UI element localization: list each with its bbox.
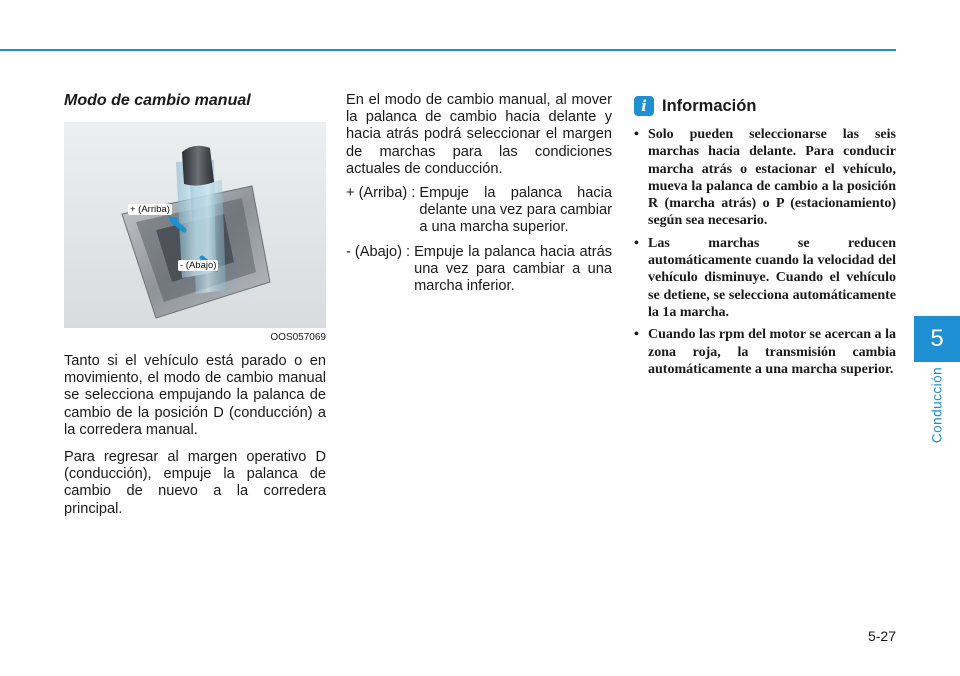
info-title: Información xyxy=(662,96,757,115)
section-title: Modo de cambio manual xyxy=(64,92,251,109)
column-middle xyxy=(346,92,612,302)
definition-item xyxy=(346,185,612,237)
gear-lever-illustration xyxy=(64,122,326,328)
list-item: • Las marchas se reducen automáticamente cuando la velocidad del vehículo disminuye. Cuando el vehículo se detiene, se selecciona automáticamente la 1a marcha. xyxy=(634,235,896,321)
figure-label-up: + (Arriba) xyxy=(130,204,170,215)
info-header xyxy=(634,96,896,116)
chapter-tab: 5 xyxy=(914,316,960,362)
definition-term: - (Abajo) : xyxy=(346,243,411,260)
figure-label-down: - (Abajo) xyxy=(180,260,217,271)
definition-description: Empuje la palanca hacia atrás una vez para cambiar a una marcha inferior. xyxy=(414,243,612,295)
definition-term: + (Arriba) : xyxy=(346,185,416,202)
list-item: • Solo pueden seleccionarse las seis marchas hacia delante. Para conducir marcha atrás o estacionar el vehículo, mueva la palanca de cambio a la posición R (marcha atrás) o P (estacionamiento) según sea necesario. xyxy=(634,126,896,230)
definition-item xyxy=(346,244,612,296)
paragraph: Tanto si el vehículo está parado o en movimiento, el modo de cambio manual se selecciona empujando la palanca de cambio de la posición D (conducción) a la corredera manual. xyxy=(64,353,326,438)
paragraph: En el modo de cambio manual, al mover la palanca de cambio hacia delante y hacia atrás podrá seleccionar el margen de marchas para las condiciones actuales de conducción. xyxy=(346,92,612,177)
chapter-name: Conducción xyxy=(929,366,945,444)
figure-code: OOS057069 xyxy=(270,332,326,343)
info-box xyxy=(634,92,896,383)
info-list xyxy=(634,126,896,378)
list-item: • Cuando las rpm del motor se acercan a la zona roja, la transmisión cambia automáticamente a una marcha superior. xyxy=(634,326,896,378)
header-rule xyxy=(0,49,896,51)
info-icon: i xyxy=(634,96,654,116)
paragraph: Para regresar al margen operativo D (conducción), empuje la palanca de cambio de nuevo a la corredera principal. xyxy=(64,449,326,517)
column-left xyxy=(64,92,326,525)
definition-description: Empuje la palanca hacia delante una vez para cambiar a una marcha superior. xyxy=(419,185,612,236)
gear-shift-figure xyxy=(64,122,326,328)
page-number: 5-27 xyxy=(867,628,896,644)
